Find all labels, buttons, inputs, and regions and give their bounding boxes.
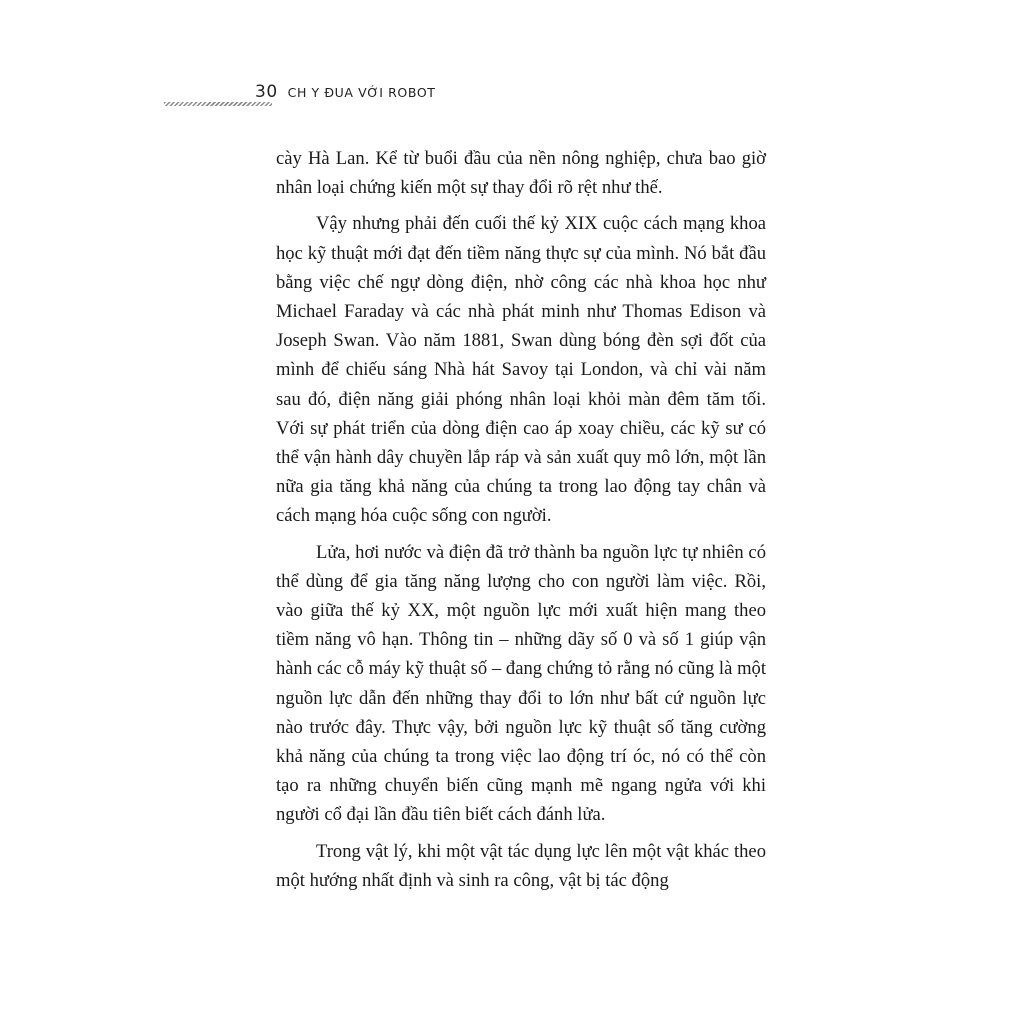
page-header xyxy=(255,82,436,102)
paragraph: Vậy nhưng phải đến cuối thế kỷ XIX cuộc cách mạng khoa học kỹ thuật mới đạt đến tiềm năng thực sự của mình. Nó bắt đầu bằng việc chế ngự dòng điện, nhờ công các nhà khoa học như Michael Faraday và các nhà phát minh như Thomas Edison và Joseph Swan. Vào năm 1881, Swan dùng bóng đèn sợi đốt của mình để chiếu sáng Nhà hát Savoy tại London, và chỉ vài năm sau đó, điện năng giải phóng nhân loại khỏi màn đêm tăm tối. Với sự phát triển của dòng điện cao áp xoay chiều, các kỹ sư có thể vận hành dây chuyền lắp ráp và sản xuất quy mô lớn, một lần nữa gia tăng khả năng của chúng ta trong lao động tay chân và cách mạng hóa cuộc sống con người. xyxy=(276,213,766,527)
body-text xyxy=(276,144,766,895)
page-number: 30 xyxy=(255,82,278,102)
header-decorative-rule xyxy=(164,102,272,106)
paragraph: Lửa, hơi nước và điện đã trở thành ba nguồn lực tự nhiên có thể dùng để gia tăng năng lượng cho con người làm việc. Rồi, vào giữa thế kỷ XX, một nguồn lực mới xuất hiện mang theo tiềm năng vô hạn. Thông tin – những dãy số 0 và số 1 giúp vận hành các cỗ máy kỹ thuật số – đang chứng tỏ rằng nó cũng là một nguồn lực dẫn đến những thay đổi to lớn như bất cứ nguồn lực nào trước đây. Thực vậy, bởi nguồn lực kỹ thuật số tăng cường khả năng của chúng ta trong việc lao động trí óc, nó có thể còn tạo ra những chuyển biến cũng mạnh mẽ ngang ngửa với khi người cổ đại lần đầu tiên biết cách đánh lửa. xyxy=(276,541,766,826)
paragraph: Trong vật lý, khi một vật tác dụng lực lên một vật khác theo một hướng nhất định và sinh ra công, vật bị tác động xyxy=(276,840,766,891)
running-title: CH Y ĐUA VỚI ROBOT xyxy=(287,85,436,100)
paragraph-continuation: cày Hà Lan. Kể từ buổi đầu của nền nông nghiệp, chưa bao giờ nhân loại chứng kiến một sự thay đổi rõ rệt như thế. xyxy=(276,148,766,199)
